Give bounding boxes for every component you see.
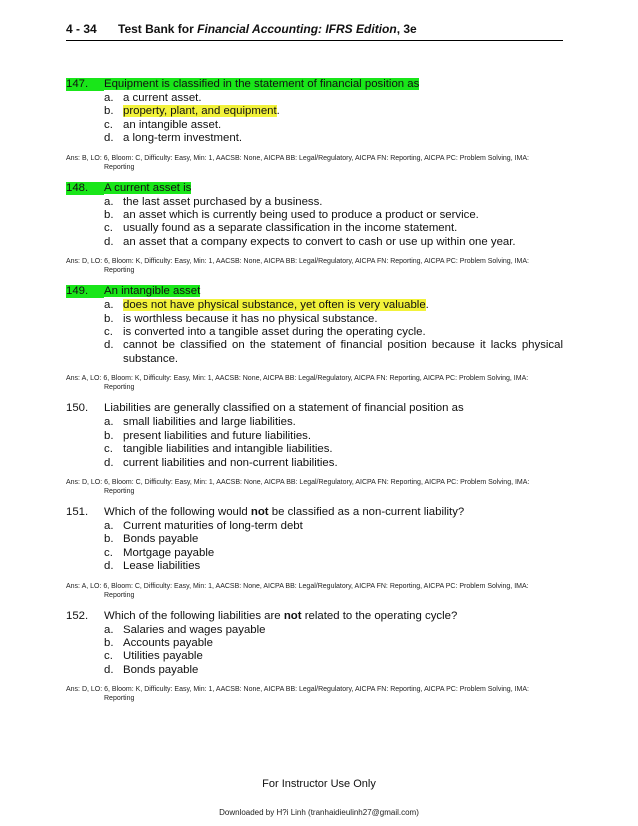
option-text-wrap (123, 664, 563, 677)
option-letter: c. (104, 546, 113, 559)
option-letter: c. (104, 118, 113, 131)
option-text: Current maturities of long-term debt (123, 519, 303, 532)
instructor-notice: For Instructor Use Only (262, 778, 376, 790)
option-text: Lease liabilities (123, 560, 201, 573)
option-letter: d. (104, 456, 114, 469)
metadata-line: Ans: B, LO: 6, Bloom: C, Difficulty: Easy, Min: 1, AACSB: None, AICPA BB: Legal/Regulatory, AICPA FN: Reporting, AICPA PC: Problem Solving, IMA: (66, 154, 529, 162)
stem-text: Equipment is classified in the statement of financial position as (104, 78, 420, 90)
answer-metadata (66, 478, 563, 496)
option-letter: c. (104, 443, 113, 456)
option-text: is worthless because it has no physical substance. (123, 312, 378, 325)
question-number: 151. (66, 505, 89, 518)
question-stem (104, 506, 563, 519)
answer-metadata (66, 374, 563, 392)
option-text: usually found as a separate classification in the income statement. (123, 222, 458, 235)
option-text-wrap (123, 92, 563, 105)
option-text: Salaries and wages payable (123, 623, 266, 636)
answer-option (66, 339, 563, 366)
question-stem (104, 78, 563, 91)
question-header (66, 285, 563, 298)
question-header (66, 78, 563, 91)
question-block (66, 402, 563, 496)
stem-text: Liabilities are generally classified on a statement of financial position as (104, 402, 464, 415)
option-text-wrap (123, 430, 563, 443)
stem-text: A current asset is (104, 181, 192, 194)
option-letter: a. (104, 416, 114, 429)
question-stem (104, 285, 563, 298)
answer-option (66, 326, 563, 339)
answer-options (66, 196, 563, 250)
option-text: an asset which is currently being used to produce a product or service. (123, 209, 479, 222)
question-stem (104, 182, 563, 195)
metadata-line-continued: Reporting (104, 695, 135, 703)
option-text-wrap (123, 209, 563, 222)
option-text: Bonds payable (123, 533, 199, 546)
answer-option (66, 664, 563, 677)
option-text-wrap (123, 443, 563, 456)
question-block (66, 285, 563, 392)
stem-text: Which of the following would (104, 505, 251, 518)
option-text-wrap (123, 547, 563, 560)
option-letter: d. (104, 663, 114, 676)
question-block (66, 506, 563, 600)
stem-text: Which of the following liabilities are (104, 609, 284, 622)
option-text: cannot be classified on the statement of financial position because it lacks physical substance. (123, 339, 563, 365)
option-text: Accounts payable (123, 636, 213, 649)
answer-metadata (66, 685, 563, 703)
option-text: a current asset. (123, 92, 202, 104)
option-text-wrap (123, 637, 563, 650)
metadata-line: Ans: D, LO: 6, Bloom: K, Difficulty: Easy, Min: 1, AACSB: None, AICPA BB: Legal/Regulatory, AICPA FN: Reporting, AICPA PC: Problem Solving, IMA: (66, 258, 529, 266)
option-text-wrap (123, 132, 563, 145)
answer-option (66, 105, 563, 118)
answer-option (66, 313, 563, 326)
option-text: tangible liabilities and intangible liabilities. (123, 443, 333, 456)
option-text: is converted into a tangible asset during the operating cycle. (123, 326, 426, 339)
answer-options (66, 92, 563, 146)
option-text: Utilities payable (123, 650, 203, 663)
option-text-wrap (123, 313, 563, 326)
question-header (66, 610, 563, 623)
option-text: an intangible asset. (123, 118, 222, 131)
option-letter: c. (104, 326, 113, 339)
question-header (66, 402, 563, 415)
option-letter: b. (104, 209, 114, 222)
option-letter: d. (104, 339, 114, 352)
stem-emphasis: not (283, 609, 302, 622)
option-text: the last asset purchased by a business. (123, 195, 323, 208)
answer-metadata (66, 257, 563, 275)
option-text: Bonds payable (123, 663, 199, 676)
option-text: small liabilities and large liabilities. (123, 416, 296, 429)
answer-option (66, 222, 563, 235)
option-text-wrap (123, 222, 563, 235)
question-stem (104, 402, 563, 415)
question-number: 150. (66, 402, 89, 415)
answer-options (66, 299, 563, 366)
option-text-wrap (123, 520, 563, 533)
question-stem (104, 610, 563, 623)
answer-metadata (66, 582, 563, 600)
answer-option (66, 520, 563, 533)
option-text-wrap (123, 624, 563, 637)
answer-options (66, 624, 563, 678)
option-letter: c. (104, 222, 113, 235)
option-text-wrap (123, 326, 563, 339)
answer-option (66, 624, 563, 637)
option-letter: b. (104, 105, 114, 118)
option-text-wrap (123, 533, 563, 546)
answer-option (66, 416, 563, 429)
metadata-line: Ans: D, LO: 6, Bloom: K, Difficulty: Easy, Min: 1, AACSB: None, AICPA BB: Legal/Regulatory, AICPA FN: Reporting, AICPA PC: Problem Solving, IMA: (66, 686, 529, 694)
header-title-prefix: Test Bank for (118, 22, 198, 36)
option-text-wrap (123, 339, 563, 366)
page-number: 4 - 34 (66, 22, 97, 36)
question-header (66, 506, 563, 519)
option-text: does not have physical substance, yet often is very valuable (123, 299, 426, 312)
option-letter: a. (104, 195, 114, 208)
option-letter: c. (104, 650, 113, 663)
answer-option (66, 430, 563, 443)
download-note: Downloaded by H?i Linh (tranhaidieulinh27@gmail.com) (219, 808, 419, 817)
option-trailing: . (425, 299, 429, 312)
option-letter: d. (104, 132, 114, 145)
answer-option (66, 196, 563, 209)
metadata-line-continued: Reporting (104, 591, 135, 599)
header-title-suffix: , 3e (396, 22, 417, 36)
option-letter: a. (104, 519, 114, 532)
answer-option (66, 299, 563, 312)
option-text: Mortgage payable (123, 546, 215, 559)
option-text-wrap (123, 196, 563, 209)
option-text: an asset that a company expects to convert to cash or use up within one year. (123, 235, 516, 248)
option-letter: b. (104, 429, 114, 442)
stem-text: related to the operating cycle? (301, 609, 458, 622)
stem-text: An intangible asset (104, 285, 201, 298)
answer-option (66, 650, 563, 663)
answer-options (66, 520, 563, 574)
answer-option (66, 457, 563, 470)
answer-option (66, 209, 563, 222)
answer-options (66, 416, 563, 470)
option-trailing: . (276, 105, 280, 118)
question-block (66, 610, 563, 704)
question-header (66, 182, 563, 195)
answer-option (66, 637, 563, 650)
option-letter: d. (104, 560, 114, 573)
option-text: property, plant, and equipment (123, 105, 277, 118)
option-text-wrap (123, 299, 563, 312)
question-block (66, 182, 563, 276)
option-text: present liabilities and future liabilities. (123, 429, 312, 442)
answer-option (66, 92, 563, 105)
question-number: 147. (66, 78, 104, 91)
header-title-italic: Financial Accounting: IFRS Edition (197, 22, 397, 36)
option-text-wrap (123, 105, 563, 118)
option-letter: a. (104, 92, 114, 104)
answer-option (66, 560, 563, 573)
option-text-wrap (123, 119, 563, 132)
metadata-line-continued: Reporting (104, 487, 135, 495)
answer-option (66, 533, 563, 546)
answer-option (66, 443, 563, 456)
answer-metadata (66, 154, 563, 172)
option-letter: d. (104, 235, 114, 248)
metadata-line-continued: Reporting (104, 384, 135, 392)
option-text-wrap (123, 457, 563, 470)
question-block (66, 78, 563, 172)
question-number: 148. (66, 182, 104, 195)
answer-option (66, 236, 563, 249)
stem-emphasis: not (250, 505, 269, 518)
answer-option (66, 547, 563, 560)
option-letter: a. (104, 299, 114, 312)
option-letter: b. (104, 636, 114, 649)
answer-option (66, 119, 563, 132)
metadata-line: Ans: D, LO: 6, Bloom: C, Difficulty: Easy, Min: 1, AACSB: None, AICPA BB: Legal/Regulatory, AICPA FN: Reporting, AICPA PC: Problem Solving, IMA: (66, 478, 530, 486)
option-text-wrap (123, 560, 563, 573)
metadata-line-continued: Reporting (104, 267, 135, 275)
metadata-line: Ans: A, LO: 6, Bloom: K, Difficulty: Easy, Min: 1, AACSB: None, AICPA BB: Legal/Regulatory, AICPA FN: Reporting, AICPA PC: Problem Solving, IMA: (66, 375, 529, 383)
option-text-wrap (123, 650, 563, 663)
question-list (66, 78, 563, 713)
option-letter: b. (104, 312, 114, 325)
option-text: current liabilities and non-current liabilities. (123, 456, 338, 469)
option-text-wrap (123, 236, 563, 249)
question-number: 152. (66, 609, 89, 622)
option-letter: a. (104, 623, 114, 636)
option-text: a long-term investment. (123, 132, 243, 145)
answer-option (66, 132, 563, 145)
metadata-line-continued: Reporting (104, 163, 135, 171)
option-letter: b. (104, 533, 114, 546)
question-number: 149. (66, 285, 104, 298)
stem-text: be classified as a non-current liability? (268, 505, 465, 518)
page-header (66, 22, 563, 41)
metadata-line: Ans: A, LO: 6, Bloom: C, Difficulty: Easy, Min: 1, AACSB: None, AICPA BB: Legal/Regulatory, AICPA FN: Reporting, AICPA PC: Problem Solving, IMA: (66, 582, 529, 590)
option-text-wrap (123, 416, 563, 429)
